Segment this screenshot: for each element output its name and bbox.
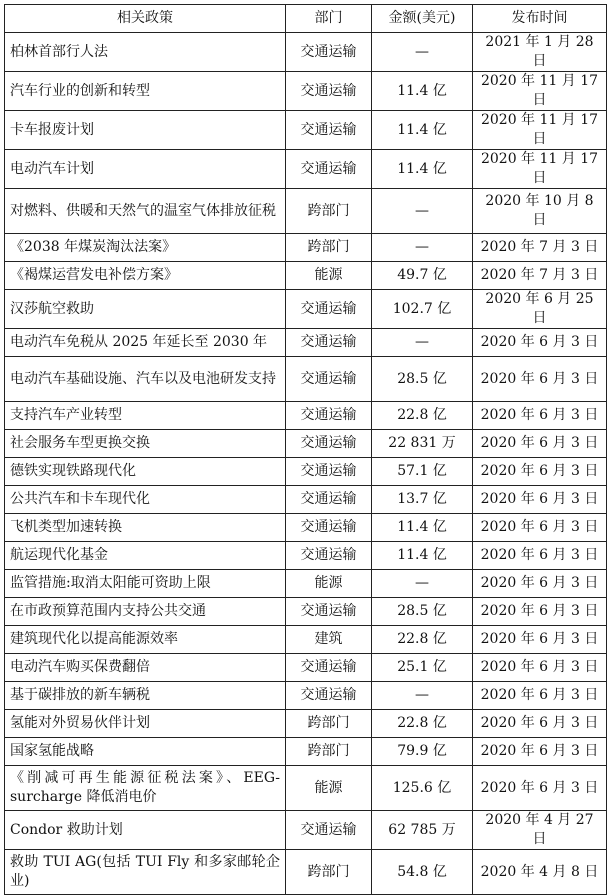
header-date: 发布时间 (473, 5, 607, 33)
policy-cell: 救助 TUI AG(包括 TUI Fly 和多家邮轮企业) (5, 850, 286, 895)
table-row (5, 234, 607, 262)
table-row (5, 598, 607, 626)
amount-cell: 25.1 亿 (372, 654, 473, 682)
policy-cell: 国家氢能战略 (5, 738, 286, 766)
amount-cell: 28.5 亿 (372, 598, 473, 626)
table-row (5, 290, 607, 329)
policy-cell: 《削减可再生能源征税法案》、EEG-surcharge 降低消电价 (5, 766, 286, 811)
amount-cell: — (372, 33, 473, 72)
header-row (5, 5, 607, 33)
amount-cell: 22.8 亿 (372, 710, 473, 738)
department-cell: 交通运输 (286, 290, 372, 329)
table-row (5, 542, 607, 570)
table-row (5, 570, 607, 598)
table-row (5, 710, 607, 738)
policy-cell: 监管措施:取消太阳能可资助上限 (5, 570, 286, 598)
department-cell: 交通运输 (286, 150, 372, 189)
department-cell: 交通运输 (286, 33, 372, 72)
table-row (5, 626, 607, 654)
amount-cell: 11.4 亿 (372, 111, 473, 150)
date-cell: 2020 年 10 月 8 日 (473, 189, 607, 234)
table-row (5, 189, 607, 234)
date-cell: 2020 年 11 月 17 日 (473, 111, 607, 150)
policy-cell: 汽车行业的创新和转型 (5, 72, 286, 111)
amount-cell: 79.9 亿 (372, 738, 473, 766)
policy-cell: Condor 救助计划 (5, 811, 286, 850)
date-cell: 2020 年 6 月 3 日 (473, 682, 607, 710)
table-row (5, 738, 607, 766)
policy-cell: 德铁实现铁路现代化 (5, 458, 286, 486)
date-cell: 2020 年 4 月 27 日 (473, 811, 607, 850)
department-cell: 跨部门 (286, 189, 372, 234)
department-cell: 交通运输 (286, 458, 372, 486)
table-row (5, 262, 607, 290)
date-cell: 2020 年 7 月 3 日 (473, 262, 607, 290)
policy-cell: 公共汽车和卡车现代化 (5, 486, 286, 514)
department-cell: 能源 (286, 766, 372, 811)
date-cell: 2020 年 6 月 3 日 (473, 430, 607, 458)
table-row (5, 430, 607, 458)
amount-cell: — (372, 189, 473, 234)
department-cell: 能源 (286, 570, 372, 598)
policy-cell: 在市政预算范围内支持公共交通 (5, 598, 286, 626)
policy-cell: 对燃料、供暖和天然气的温室气体排放征税 (5, 189, 286, 234)
table-row (5, 150, 607, 189)
amount-cell: 11.4 亿 (372, 150, 473, 189)
department-cell: 跨部门 (286, 710, 372, 738)
table-row (5, 329, 607, 357)
policy-cell: 汉莎航空救助 (5, 290, 286, 329)
date-cell: 2020 年 11 月 17 日 (473, 72, 607, 111)
header-policy: 相关政策 (5, 5, 286, 33)
date-cell: 2020 年 6 月 3 日 (473, 570, 607, 598)
table-row (5, 458, 607, 486)
policy-cell: 《2038 年煤炭淘汰法案》 (5, 234, 286, 262)
table-row (5, 357, 607, 402)
policy-table (4, 4, 607, 895)
date-cell: 2020 年 6 月 3 日 (473, 542, 607, 570)
amount-cell: 54.8 亿 (372, 850, 473, 895)
amount-cell: 22.8 亿 (372, 626, 473, 654)
amount-cell: 62 785 万 (372, 811, 473, 850)
department-cell: 交通运输 (286, 654, 372, 682)
table-row (5, 72, 607, 111)
date-cell: 2020 年 6 月 3 日 (473, 626, 607, 654)
table-row (5, 811, 607, 850)
date-cell: 2020 年 6 月 3 日 (473, 654, 607, 682)
date-cell: 2021 年 1 月 28 日 (473, 33, 607, 72)
amount-cell: 22 831 万 (372, 430, 473, 458)
amount-cell: 125.6 亿 (372, 766, 473, 811)
amount-cell: 11.4 亿 (372, 514, 473, 542)
department-cell: 能源 (286, 262, 372, 290)
department-cell: 交通运输 (286, 514, 372, 542)
amount-cell: 102.7 亿 (372, 290, 473, 329)
department-cell: 交通运输 (286, 402, 372, 430)
policy-cell: 基于碳排放的新车辆税 (5, 682, 286, 710)
table-row (5, 111, 607, 150)
amount-cell: — (372, 234, 473, 262)
policy-cell: 电动汽车购买保费翻倍 (5, 654, 286, 682)
policy-cell: 航运现代化基金 (5, 542, 286, 570)
department-cell: 交通运输 (286, 357, 372, 402)
department-cell: 交通运输 (286, 430, 372, 458)
amount-cell: — (372, 329, 473, 357)
table-row (5, 682, 607, 710)
policy-cell: 电动汽车计划 (5, 150, 286, 189)
department-cell: 交通运输 (286, 111, 372, 150)
table-row (5, 514, 607, 542)
policy-cell: 支持汽车产业转型 (5, 402, 286, 430)
date-cell: 2020 年 6 月 3 日 (473, 486, 607, 514)
table-row (5, 33, 607, 72)
date-cell: 2020 年 6 月 3 日 (473, 710, 607, 738)
amount-cell: — (372, 570, 473, 598)
amount-cell: 49.7 亿 (372, 262, 473, 290)
date-cell: 2020 年 6 月 25 日 (473, 290, 607, 329)
department-cell: 交通运输 (286, 682, 372, 710)
date-cell: 2020 年 6 月 3 日 (473, 738, 607, 766)
department-cell: 跨部门 (286, 850, 372, 895)
header-department: 部门 (286, 5, 372, 33)
date-cell: 2020 年 11 月 17 日 (473, 150, 607, 189)
amount-cell: 22.8 亿 (372, 402, 473, 430)
date-cell: 2020 年 6 月 3 日 (473, 329, 607, 357)
amount-cell: 11.4 亿 (372, 72, 473, 111)
policy-cell: 氢能对外贸易伙伴计划 (5, 710, 286, 738)
header-amount: 金额(美元) (372, 5, 473, 33)
department-cell: 跨部门 (286, 738, 372, 766)
policy-cell: 卡车报废计划 (5, 111, 286, 150)
department-cell: 交通运输 (286, 542, 372, 570)
policy-cell: 《褐煤运营发电补偿方案》 (5, 262, 286, 290)
policy-cell: 飞机类型加速转换 (5, 514, 286, 542)
date-cell: 2020 年 6 月 3 日 (473, 598, 607, 626)
department-cell: 交通运输 (286, 486, 372, 514)
policy-cell: 电动汽车免税从 2025 年延长至 2030 年 (5, 329, 286, 357)
table-row (5, 850, 607, 895)
amount-cell: 13.7 亿 (372, 486, 473, 514)
amount-cell: 28.5 亿 (372, 357, 473, 402)
department-cell: 交通运输 (286, 598, 372, 626)
date-cell: 2020 年 7 月 3 日 (473, 234, 607, 262)
policy-cell: 社会服务车型更换交换 (5, 430, 286, 458)
department-cell: 跨部门 (286, 234, 372, 262)
amount-cell: 11.4 亿 (372, 542, 473, 570)
table-row (5, 766, 607, 811)
date-cell: 2020 年 6 月 3 日 (473, 458, 607, 486)
date-cell: 2020 年 4 月 8 日 (473, 850, 607, 895)
table-row (5, 654, 607, 682)
policy-cell: 电动汽车基础设施、汽车以及电池研发支持 (5, 357, 286, 402)
amount-cell: 57.1 亿 (372, 458, 473, 486)
date-cell: 2020 年 6 月 3 日 (473, 766, 607, 811)
department-cell: 建筑 (286, 626, 372, 654)
department-cell: 交通运输 (286, 329, 372, 357)
date-cell: 2020 年 6 月 3 日 (473, 402, 607, 430)
policy-cell: 柏林首部行人法 (5, 33, 286, 72)
date-cell: 2020 年 6 月 3 日 (473, 357, 607, 402)
table-row (5, 486, 607, 514)
date-cell: 2020 年 6 月 3 日 (473, 514, 607, 542)
table-row (5, 402, 607, 430)
department-cell: 交通运输 (286, 811, 372, 850)
policy-cell: 建筑现代化以提高能源效率 (5, 626, 286, 654)
department-cell: 交通运输 (286, 72, 372, 111)
amount-cell: — (372, 682, 473, 710)
